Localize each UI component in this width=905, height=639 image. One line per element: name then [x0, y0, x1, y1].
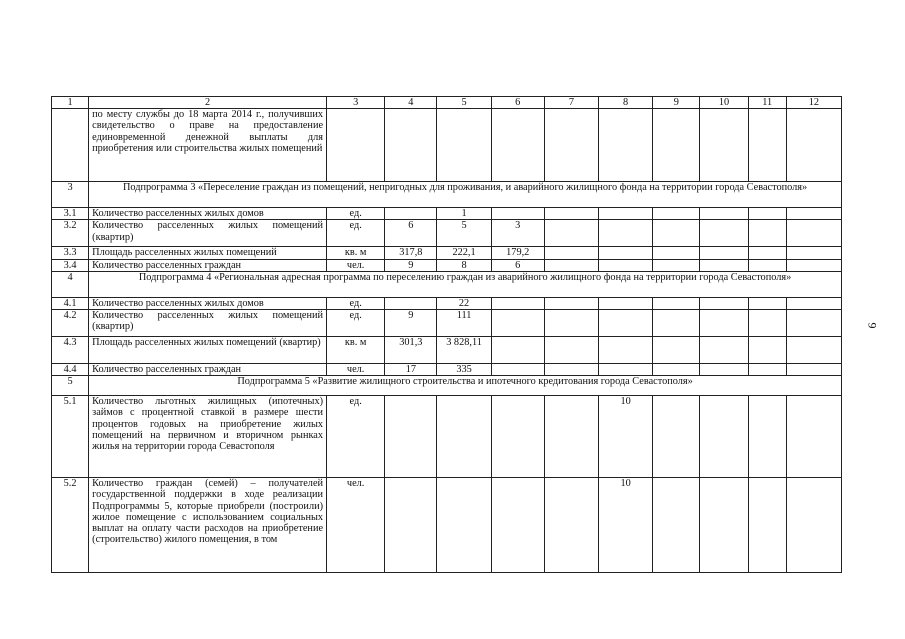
value-cell: 6 — [385, 220, 437, 247]
unit-cell: кв. м — [327, 247, 385, 259]
value-cell — [786, 396, 841, 478]
value-cell — [491, 337, 544, 364]
row-number: 3.2 — [52, 220, 89, 247]
value-cell — [491, 109, 544, 182]
row-number: 4.3 — [52, 337, 89, 364]
section-row — [52, 376, 842, 396]
row-number: 3.3 — [52, 247, 89, 259]
value-cell — [544, 364, 598, 376]
table-row — [52, 310, 842, 337]
value-cell — [786, 247, 841, 259]
value-cell — [544, 297, 598, 309]
value-cell — [491, 478, 544, 573]
value-cell — [700, 208, 748, 220]
value-cell: 335 — [437, 364, 491, 376]
row-number: 4.2 — [52, 310, 89, 337]
value-cell — [437, 109, 491, 182]
value-cell — [653, 109, 700, 182]
unit-cell — [327, 109, 385, 182]
value-cell — [491, 310, 544, 337]
table-row — [52, 337, 842, 364]
unit-cell: ед. — [327, 310, 385, 337]
value-cell — [385, 297, 437, 309]
value-cell — [700, 337, 748, 364]
value-cell — [786, 109, 841, 182]
table-row — [52, 259, 842, 271]
row-number: 3 — [52, 182, 89, 208]
row-number: 3.1 — [52, 208, 89, 220]
value-cell — [653, 310, 700, 337]
column-number: 3 — [327, 97, 385, 109]
value-cell: 179,2 — [491, 247, 544, 259]
value-cell: 10 — [599, 478, 653, 573]
value-cell — [385, 396, 437, 478]
indicators-table — [51, 96, 842, 573]
table-row — [52, 220, 842, 247]
unit-cell: ед. — [327, 396, 385, 478]
value-cell: 301,3 — [385, 337, 437, 364]
value-cell: 1 — [437, 208, 491, 220]
value-cell — [748, 297, 786, 309]
indicator-name: Количество расселенных граждан — [89, 364, 327, 376]
indicator-name: Площадь расселенных жилых помещений (квартир) — [89, 337, 327, 364]
page-number: 9 — [865, 322, 880, 329]
value-cell — [385, 478, 437, 573]
column-number: 10 — [700, 97, 748, 109]
row-number: 5.2 — [52, 478, 89, 573]
value-cell — [700, 364, 748, 376]
value-cell — [748, 109, 786, 182]
indicator-name: по месту службы до 18 марта 2014 г., получивших свидетельство о праве на предоставление единовременной денежной выплаты для приобретения или строительства жилых помещений — [89, 109, 327, 182]
value-cell — [653, 208, 700, 220]
value-cell — [786, 364, 841, 376]
section-title: Подпрограмма 3 «Переселение граждан из помещений, непригодных для проживания, и аварийного жилищного фонда на территории города Севастополя» — [89, 182, 842, 208]
value-cell: 22 — [437, 297, 491, 309]
value-cell — [786, 208, 841, 220]
table-row — [52, 247, 842, 259]
indicator-name: Количество расселенных жилых помещений (квартир) — [89, 220, 327, 247]
value-cell — [437, 478, 491, 573]
value-cell — [437, 396, 491, 478]
column-number: 12 — [786, 97, 841, 109]
value-cell — [599, 109, 653, 182]
row-number: 3.4 — [52, 259, 89, 271]
value-cell: 3 — [491, 220, 544, 247]
table-row — [52, 364, 842, 376]
value-cell — [599, 247, 653, 259]
value-cell — [599, 364, 653, 376]
indicator-name: Количество льготных жилищных (ипотечных) займов с процентной ставкой в размере шести процентов годовых на приобретение жилых помещений на первичном и вторичном рынках жилья на территории города Севастополя — [89, 396, 327, 478]
value-cell — [748, 396, 786, 478]
column-number: 11 — [748, 97, 786, 109]
row-number: 4 — [52, 271, 89, 297]
value-cell — [653, 259, 700, 271]
value-cell — [748, 220, 786, 247]
value-cell — [599, 297, 653, 309]
value-cell — [544, 478, 598, 573]
value-cell — [786, 297, 841, 309]
column-number: 5 — [437, 97, 491, 109]
section-title: Подпрограмма 5 «Развитие жилищного строительства и ипотечного кредитования города Севастополя» — [89, 376, 842, 396]
unit-cell: чел. — [327, 478, 385, 573]
value-cell — [653, 364, 700, 376]
column-number: 1 — [52, 97, 89, 109]
value-cell: 3 828,11 — [437, 337, 491, 364]
unit-cell: ед. — [327, 220, 385, 247]
value-cell — [544, 220, 598, 247]
value-cell — [748, 310, 786, 337]
value-cell: 9 — [385, 259, 437, 271]
value-cell — [653, 478, 700, 573]
column-number: 4 — [385, 97, 437, 109]
section-title: Подпрограмма 4 «Региональная адресная программа по переселению граждан из аварийного жилищного фонда на территории города Севастополя» — [89, 271, 842, 297]
value-cell — [385, 109, 437, 182]
value-cell — [786, 220, 841, 247]
unit-cell: кв. м — [327, 337, 385, 364]
row-number: 4.4 — [52, 364, 89, 376]
value-cell — [700, 220, 748, 247]
column-number: 9 — [653, 97, 700, 109]
value-cell — [786, 337, 841, 364]
value-cell — [544, 109, 598, 182]
table-row — [52, 478, 842, 573]
value-cell — [748, 247, 786, 259]
value-cell — [491, 364, 544, 376]
indicator-name: Количество расселенных жилых домов — [89, 208, 327, 220]
row-number — [52, 109, 89, 182]
column-number: 6 — [491, 97, 544, 109]
indicator-name: Количество расселенных жилых помещений (квартир) — [89, 310, 327, 337]
table-row — [52, 396, 842, 478]
value-cell — [786, 259, 841, 271]
indicator-name: Количество граждан (семей) – получателей государственной поддержки в ходе реализации Подпрограммы 5, которые приобрели (построили) жилое помещение с использованием социальных выплат на оплату части расходов на приобретение (строительство) жилого помещения, в том — [89, 478, 327, 573]
value-cell — [491, 297, 544, 309]
value-cell — [653, 247, 700, 259]
column-number: 2 — [89, 97, 327, 109]
value-cell — [700, 310, 748, 337]
value-cell: 10 — [599, 396, 653, 478]
value-cell — [544, 337, 598, 364]
indicator-name: Площадь расселенных жилых помещений — [89, 247, 327, 259]
value-cell — [385, 208, 437, 220]
column-number: 8 — [599, 97, 653, 109]
value-cell — [653, 297, 700, 309]
value-cell — [544, 396, 598, 478]
indicator-name: Количество расселенных граждан — [89, 259, 327, 271]
value-cell — [599, 259, 653, 271]
value-cell — [544, 310, 598, 337]
table-header-row — [52, 97, 842, 109]
row-number: 5.1 — [52, 396, 89, 478]
value-cell — [786, 310, 841, 337]
value-cell — [700, 259, 748, 271]
value-cell — [653, 396, 700, 478]
value-cell — [599, 208, 653, 220]
value-cell — [653, 220, 700, 247]
value-cell — [599, 220, 653, 247]
value-cell — [748, 337, 786, 364]
column-number: 7 — [544, 97, 598, 109]
value-cell — [748, 259, 786, 271]
value-cell — [700, 247, 748, 259]
value-cell — [748, 478, 786, 573]
section-row — [52, 271, 842, 297]
value-cell: 111 — [437, 310, 491, 337]
value-cell — [700, 297, 748, 309]
value-cell — [491, 396, 544, 478]
table-row — [52, 208, 842, 220]
unit-cell: чел. — [327, 259, 385, 271]
unit-cell: чел. — [327, 364, 385, 376]
unit-cell: ед. — [327, 297, 385, 309]
value-cell: 9 — [385, 310, 437, 337]
value-cell — [700, 396, 748, 478]
value-cell: 222,1 — [437, 247, 491, 259]
value-cell: 5 — [437, 220, 491, 247]
value-cell — [544, 208, 598, 220]
value-cell — [544, 259, 598, 271]
value-cell — [748, 208, 786, 220]
value-cell — [599, 337, 653, 364]
value-cell — [544, 247, 598, 259]
table-row — [52, 297, 842, 309]
value-cell — [491, 208, 544, 220]
value-cell: 17 — [385, 364, 437, 376]
value-cell — [786, 478, 841, 573]
value-cell — [748, 364, 786, 376]
value-cell — [599, 310, 653, 337]
value-cell: 8 — [437, 259, 491, 271]
value-cell — [700, 478, 748, 573]
table-row — [52, 109, 842, 182]
unit-cell: ед. — [327, 208, 385, 220]
value-cell: 317,8 — [385, 247, 437, 259]
indicator-name: Количество расселенных жилых домов — [89, 297, 327, 309]
value-cell — [700, 109, 748, 182]
section-row — [52, 182, 842, 208]
value-cell — [653, 337, 700, 364]
row-number: 4.1 — [52, 297, 89, 309]
row-number: 5 — [52, 376, 89, 396]
value-cell: 6 — [491, 259, 544, 271]
